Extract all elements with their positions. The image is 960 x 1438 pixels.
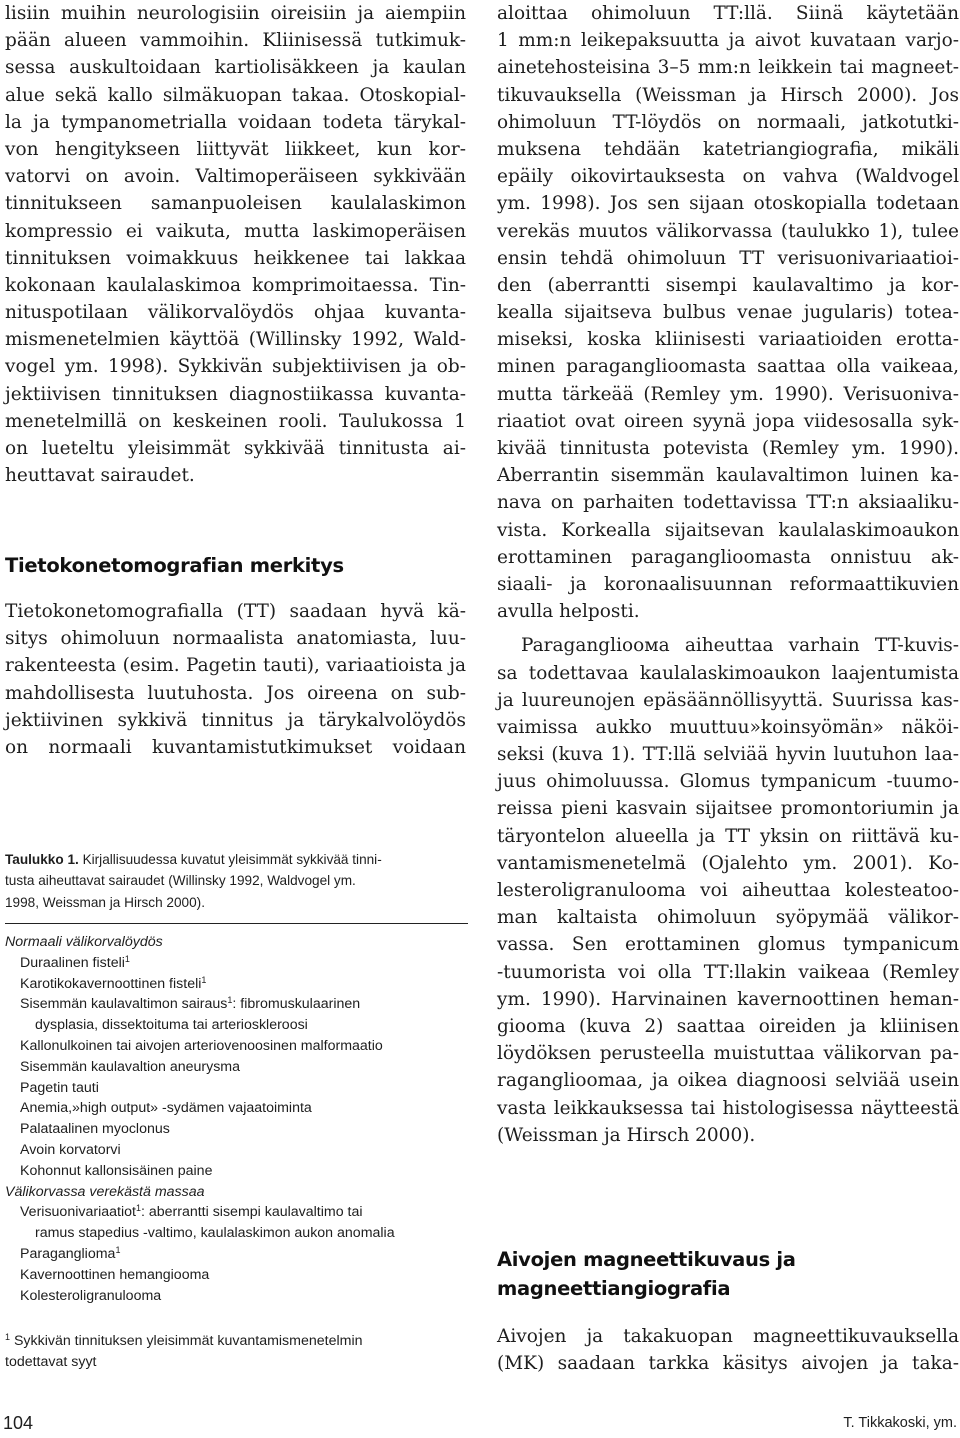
page-number: 104 bbox=[3, 1413, 34, 1433]
right-paragraph-2 bbox=[497, 632, 959, 1149]
text-line: vatorvi on avoin. Valtimoperäiseen sykkivään bbox=[5, 166, 466, 188]
text-line: alue sekä kallo silmäkuopan takaa. Otoskopial- bbox=[5, 84, 466, 106]
text-line: man kaltaista ohimoluun syöpymää välikor- bbox=[497, 907, 959, 929]
text-line: ym. 1998). Jos sen sijaan otoskopialla todetaan bbox=[497, 193, 959, 215]
table-row-continuation: dysplasia, dissektoituma tai arterioskleroosi bbox=[35, 1017, 308, 1034]
table-row: Sisemmän kaulavaltimon sairaus$^1$: fibromuskulaarinen bbox=[20, 995, 361, 1013]
text-line: giooma (kuva 2) saattaa oireiden ja kliinisen bbox=[497, 1015, 959, 1037]
text-line: ensin tehdä ohimoluun TT verisuonivariaatioi- bbox=[497, 247, 959, 269]
text-line: sitys ohimoluun normaalista anatomiasta, luu- bbox=[5, 628, 466, 650]
text-line: vista. Korkealla sijaitsevan kaulalaskimoaukon bbox=[497, 519, 959, 541]
text-line: la ja tympanometrialla voidaan todeta tärykal- bbox=[5, 111, 466, 133]
text-line: nava on parhaiten todettavissa TT:n aksiaaliku- bbox=[497, 492, 959, 514]
text-line: den (aberrantti sisempi kaulavaltimo ja kor- bbox=[497, 274, 959, 296]
text-line: vantamismenetelmä (Ojalehto ym. 2001). Ko- bbox=[497, 852, 959, 874]
text-line: on normaali kuvantamistutkimukset voidaan bbox=[5, 736, 466, 758]
table-body bbox=[5, 932, 468, 1306]
section-heading-tt: Tietokonetomografian merkitys bbox=[5, 554, 344, 577]
text-line: ainetehosteisina 3–5 mm:n leikkein tai magneet- bbox=[497, 57, 959, 79]
table-row: Kavernoottinen hemangiooma bbox=[20, 1266, 210, 1283]
text-line: juus ohimoluussa. Glomus tympanicum -tuumo- bbox=[497, 771, 959, 793]
table-label: Taulukko 1. bbox=[5, 852, 79, 867]
text-line: ym. 1990). Harvinainen kavernoottinen heman- bbox=[497, 988, 959, 1010]
text-line: sessa auskultoidaan kartiolisäkkeen ja kaulan bbox=[5, 57, 466, 79]
left-paragraph-1 bbox=[5, 0, 466, 489]
table-group-normal: Normaali välikorvalöydös bbox=[5, 934, 163, 950]
right-column bbox=[497, 0, 959, 1149]
text-line: vaimissa aukko muuttuu»koinsyömän» näköi- bbox=[497, 716, 959, 738]
table-row: Paraganglioma$^1$ bbox=[20, 1244, 121, 1262]
table-row: Avoin korvatorvi bbox=[20, 1141, 121, 1158]
text-line: tinnituksen voimakkuus heikkenee tai lakkaa bbox=[5, 247, 466, 269]
text-line: aloittaa ohimoluun TT:llä. Siinä käytetään bbox=[497, 3, 959, 24]
text-line: von hengitykseen liittyvät liikkeet, kun kor- bbox=[5, 138, 466, 160]
text-line: minen paraganglioomasta saattaa olla vaikeaa, bbox=[497, 356, 959, 378]
text-line: riaatiot ovat oireen syynä jopa viidesosalla syk- bbox=[497, 410, 959, 432]
table-row: Palataalinen myoclonus bbox=[20, 1121, 170, 1138]
text-line: mahdollisesta luutuhosta. Jos oireena on sub- bbox=[5, 682, 466, 704]
text-line: (MK) saadaan tarkka käsitys aivojen ja taka- bbox=[497, 1353, 959, 1375]
text-line: menetelmillä on keskeinen rooli. Taulukossa 1 bbox=[5, 410, 466, 432]
text-line: jektiivisen tinnituksen diagnostiikassa kuvanta- bbox=[5, 383, 466, 405]
text-line: miseksi, koska kliinisesti variaatioiden erotta- bbox=[497, 329, 959, 351]
caption-line-3: 1998, Weissman ja Hirsch 2000). bbox=[5, 894, 205, 910]
text-line: muksena tehdään katetriangiografia, mikäli bbox=[497, 138, 959, 160]
table-caption bbox=[5, 849, 466, 913]
text-line: Aberrantin sisemmän kaulavaltimon luinen ka- bbox=[497, 465, 959, 487]
text-line: -tuumorista voi olla TT:llakin vaikeaa (Remley bbox=[497, 961, 959, 983]
text-line: mutta tärkeää (Remley ym. 1990). Verisuoniva- bbox=[497, 383, 959, 405]
text-line: ja luureunojen epäsäännöllisyyttä. Suurissa kas- bbox=[497, 689, 959, 711]
table-footnote: $^1$ Sykkivän tinnituksen yleisimmät kuvantamismenetelmin todettavat syyt bbox=[5, 1332, 363, 1370]
section-heading-mri: Aivojen magneettikuvaus ja magneettiangiografia bbox=[497, 1248, 796, 1300]
text-line: vassa. Sen erottaminen glomus tympanicum bbox=[497, 934, 959, 956]
text-line: täryontelon alueella ja TT yksin on riittävä ku- bbox=[497, 825, 959, 847]
table-row: Kallonulkoinen tai aivojen arteriovenoosinen malformaatio bbox=[20, 1037, 383, 1054]
text-line: lisiin muihin neurologisiin oireisiin ja aiempiin bbox=[5, 3, 466, 24]
text-line: reissa pieni kasvain sijaitsee promontoriumin ja bbox=[497, 798, 959, 820]
table-row-continuation: ramus stapedius -valtimo, kaulalaskimon aukon anomalia bbox=[35, 1225, 395, 1242]
caption-line-1: Kirjallisuudessa kuvatut yleisimmät sykkivää tinni- bbox=[82, 852, 382, 867]
text-line: kokonaan kaulalaskimoa komprimoitaessa. Tin- bbox=[5, 274, 466, 296]
table-row: Kohonnut kallonsisäinen paine bbox=[20, 1162, 213, 1179]
text-line: kompressio ei vaikuta, mutta laskimoperäisen bbox=[5, 220, 466, 242]
caption-line-2: tusta aiheuttavat sairaudet (Willinsky 1992, Waldvogel ym. bbox=[5, 873, 356, 889]
author-credit: T. Tikkakoski, ym. bbox=[843, 1415, 957, 1431]
table-row: Kolesteroligranulooma bbox=[20, 1287, 162, 1304]
text-line: lesteroligranulooma voi aiheuttaa kolesteatoo- bbox=[497, 880, 959, 901]
table-row: Karotikokavernoottinen fisteli$^1$ bbox=[20, 974, 207, 992]
left-column-section-2 bbox=[5, 598, 466, 761]
text-line: sa todettavaa kaulalaskimoaukon laajentumista bbox=[497, 662, 959, 684]
text-line: Aivojen ja takakuopan magneettikuvauksella bbox=[497, 1326, 959, 1347]
text-line: tikuvauksella (Weissman ja Hirsch 2000). Jos bbox=[497, 84, 959, 106]
text-line: rakenteesta (esim. Pagetin tauti), variaatioista ja bbox=[5, 655, 466, 677]
text-line: heuttavat sairaudet. bbox=[5, 465, 195, 487]
text-line: ohimoluun TT-löydös on normaali, jatkotutki- bbox=[497, 111, 959, 133]
left-column bbox=[5, 0, 466, 489]
text-line: kealla sijaitseva bulbus venae jugularis) totea- bbox=[497, 302, 959, 324]
right-paragraph-3 bbox=[497, 1323, 959, 1377]
text-line: kivää tinnitusta potevista (Remley ym. 1990). bbox=[497, 438, 959, 459]
table-row: Anemia,»high output» -sydämen vajaatoiminta bbox=[20, 1100, 312, 1117]
text-line: seksi (kuva 1). TT:llä selviää hyvin luutuhon laa- bbox=[497, 744, 959, 766]
text-line: vogel ym. 1998). Sykkivän subjektiivisen ja ob- bbox=[5, 356, 466, 378]
text-line: tinnitukseen samanpuoleisen kaulalaskimon bbox=[5, 193, 466, 215]
text-line: nituspotilaan välikorvalöydös ohjaa kuvanta- bbox=[5, 302, 466, 324]
text-line: Paraganglioома aiheuttaa varhain TT-kuvis- bbox=[521, 635, 959, 657]
left-paragraph-2 bbox=[5, 598, 466, 761]
text-line: raganglioomaa, ja oikea diagnoosi selviää usein bbox=[497, 1070, 959, 1092]
text-line: vasta leikkauksessa tai histologisessa näytteestä bbox=[497, 1097, 959, 1119]
table-group-mass: Välikorvassa verekästä massaa bbox=[5, 1183, 205, 1200]
text-line: on lueteltu yleisimmät sykkivää tinnitusta ai- bbox=[5, 438, 466, 459]
text-line: pään alueen vammoihin. Kliinisessä tutkimuk- bbox=[5, 30, 466, 52]
text-line: erottaminen paraganglioomasta onnistuu ak- bbox=[497, 546, 959, 568]
text-line: löydöksen perusteella muistuttaa välikorvan pa- bbox=[497, 1043, 959, 1065]
text-line: (Weissman ja Hirsch 2000). bbox=[497, 1124, 756, 1146]
table-row: Pagetin tauti bbox=[20, 1079, 99, 1096]
text-line: 1 mm:n leikepaksuutta ja aivot kuvataan varjo- bbox=[497, 30, 959, 52]
right-column-section-2 bbox=[497, 1323, 959, 1377]
text-line: avulla helposti. bbox=[497, 601, 640, 623]
text-line: jektiivinen sykkivä tinnitus ja tärykalvolöydös bbox=[5, 709, 466, 731]
table-row: Verisuonivariaatiot$^1$: aberrantti sisempi kaulavaltimo tai bbox=[20, 1203, 363, 1221]
text-line: Tietokonetomografialla (TT) saadaan hyvä kä- bbox=[5, 601, 466, 622]
table-row: Duraalinen fisteli$^1$ bbox=[20, 953, 130, 971]
text-line: epäily oikovirtauksesta on vahva (Waldvogel bbox=[497, 166, 959, 188]
right-paragraph-1 bbox=[497, 0, 959, 625]
text-line: siaali- ja koronaalisuunnan reformaattikuvien bbox=[497, 573, 959, 595]
table-row: Sisemmän kaulavaltion aneurysma bbox=[20, 1058, 241, 1075]
table-divider bbox=[5, 923, 468, 924]
text-line: mismenetelmien käyttöä (Willinsky 1992, Wald- bbox=[5, 329, 466, 351]
text-line: verekäs muutos välikorvassa (taulukko 1), tulee bbox=[497, 220, 959, 242]
